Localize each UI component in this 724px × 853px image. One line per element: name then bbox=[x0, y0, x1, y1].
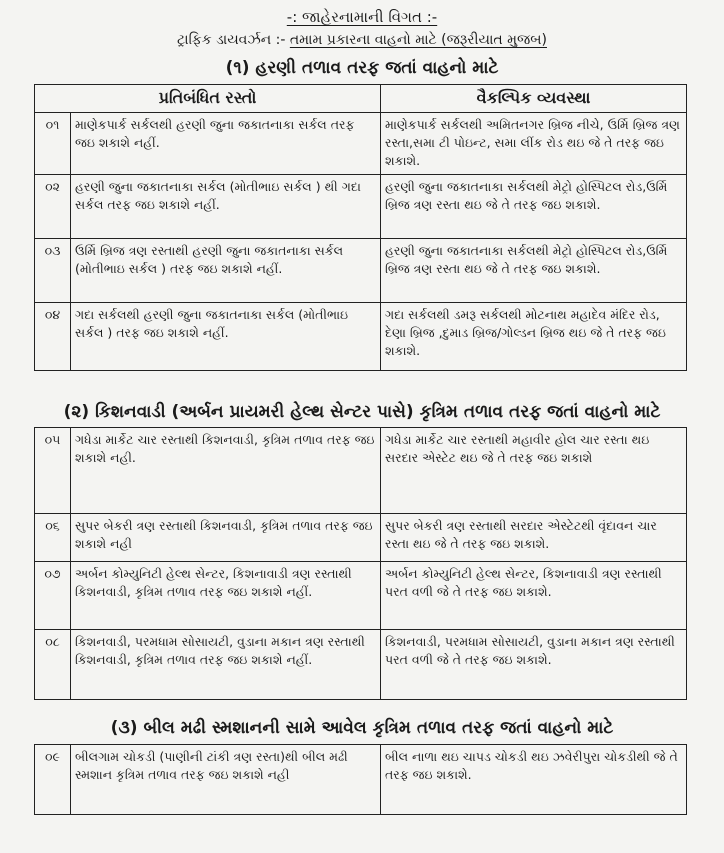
table-row bbox=[35, 303, 687, 371]
restricted-route: સુપર બેકરી ત્રણ રસ્તાથી કિશનવાડી, કૃત્રિમ તળાવ તરફ જઇ શકાશે નહી bbox=[71, 514, 381, 562]
table-row bbox=[35, 514, 687, 562]
row-number: ૦૮ bbox=[35, 630, 71, 700]
alternative-route: અર્બન કોમ્યુનિટી હેલ્થ સેન્ટર, કિશનાવાડી ત્રણ રસ્તાથી પરત વળી જે તે તરફ જઇ શકાશે. bbox=[381, 562, 687, 630]
row-number: ૦૪ bbox=[35, 303, 71, 371]
row-number: ૦૬ bbox=[35, 514, 71, 562]
alternative-route: માણેકપાર્ક સર્કલથી અમિતનગર બ્રિજ નીચે, ઉર્મિ બ્રિજ ત્રણ રસ્તા,સમા ટી પોઇન્ટ, સમા લીંક રોડ થઇ જે તે તરફ જઇ શકાશે. bbox=[381, 113, 687, 175]
alternative-route: કિશનવાડી, પરમધામ સોસાયટી, વુડાના મકાન ત્રણ રસ્તાથી પરત વળી જે તે તરફ જઇ શકાશે. bbox=[381, 630, 687, 700]
section-1-table bbox=[34, 84, 687, 371]
table-row bbox=[35, 113, 687, 175]
row-number: ૦૯ bbox=[35, 745, 71, 815]
section-2-table bbox=[34, 427, 687, 700]
row-number: ૦૨ bbox=[35, 175, 71, 239]
notice-subtitle bbox=[0, 32, 724, 48]
subtitle-text: તમામ પ્રકારના વાહનો માટે (જરૂરીયાત મુજબ) bbox=[289, 32, 547, 48]
restricted-route: ગદા સર્કલથી હરણી જુના જકાતનાકા સર્કલ (મોતીભાઇ સર્કલ ) તરફ જઇ શકાશે નહીં. bbox=[71, 303, 381, 371]
section-2-heading: (૨) કિશનવાડી (અર્બન પ્રાયમરી હેલ્થ સેન્ટર પાસે) કૃત્રિમ તળાવ તરફ જતાં વાહનો માટે bbox=[63, 402, 661, 422]
row-number: ૦૩ bbox=[35, 239, 71, 303]
row-number: ૦૧ bbox=[35, 113, 71, 175]
restricted-route: અર્બન કોમ્યુનિટી હેલ્થ સેન્ટર, કિશનાવાડી ત્રણ રસ્તાથી કિશનવાડી, કૃત્રિમ તળાવ તરફ જઇ શકાશે નહીં. bbox=[71, 562, 381, 630]
alternative-route: ગદા સર્કલથી ડમરૂ સર્કલથી મોટનાથ મહાદેવ મંદિર રોડ, દેણા બ્રિજ ,દુમાડ બ્રિજ/ગોલ્ડન બ્રિજ થઇ જે તે તરફ જઇ શકાશે. bbox=[381, 303, 687, 371]
subtitle-label: ટ્રાફિક ડાયવર્ઝન :- bbox=[177, 32, 286, 48]
notice-title: -: જાહેરનામાની વિગત :- bbox=[286, 8, 438, 26]
table-row bbox=[35, 239, 687, 303]
restricted-route: માણેકપાર્ક સર્કલથી હરણી જુના જકાતનાકા સર્કલ તરફ જઇ શકાશે નહીં. bbox=[71, 113, 381, 175]
table-row bbox=[35, 175, 687, 239]
alternative-route: સુપર બેકરી ત્રણ રસ્તાથી સરદાર એસ્ટેટથી વૃંદાવન ચાર રસ્તા થઇ જે તે તરફ જઇ શકાશે. bbox=[381, 514, 687, 562]
header-alternative: વૈકલ્પિક વ્યવસ્થા bbox=[381, 85, 687, 113]
alternative-route: બીલ નાળા થઇ ચાપડ ચોકડી થઇ ઝવેરીપુરા ચોકડીથી જે તે તરફ જઇ શકાશે. bbox=[381, 745, 687, 815]
restricted-route: ઉર્મિ બ્રિજ ત્રણ રસ્તાથી હરણી જુના જકાતનાકા સર્કલ (મોતીભાઇ સર્કલ ) તરફ જઇ શકાશે નહીં. bbox=[71, 239, 381, 303]
table-row bbox=[35, 428, 687, 514]
table-row bbox=[35, 630, 687, 700]
table-row bbox=[35, 562, 687, 630]
header-restricted: પ્રતિબંધિત રસ્તો bbox=[35, 85, 381, 113]
section-1-heading: (૧) હરણી તળાવ તરફ જતાં વાહનો માટે bbox=[225, 58, 499, 78]
row-number: ૦૫ bbox=[35, 428, 71, 514]
row-number: ૦૭ bbox=[35, 562, 71, 630]
alternative-route: હરણી જુના જકાતનાકા સર્કલથી મેટ્રો હોસ્પિટલ રોડ,ઉર્મિ બ્રિજ ત્રણ રસ્તા થઇ જે તે તરફ જઇ શકાશે. bbox=[381, 239, 687, 303]
alternative-route: હરણી જુના જકાતનાકા સર્કલથી મેટ્રો હોસ્પિટલ રોડ,ઉર્મિ બ્રિજ ત્રણ રસ્તા થઇ જે તે તરફ જઇ શકાશે. bbox=[381, 175, 687, 239]
table-row bbox=[35, 745, 687, 815]
restricted-route: હરણી જુના જકાતનાકા સર્કલ (મોતીભાઇ સર્કલ ) થી ગદા સર્કલ તરફ જઇ શકાશે નહીં. bbox=[71, 175, 381, 239]
section-3-table bbox=[34, 744, 687, 815]
restricted-route: બીલગામ ચોકડી (પાણીની ટાંકી ત્રણ રસ્તા)થી બીલ મઢી સ્મશાન કૃત્રિમ તળાવ તરફ જઇ શકાશે નહી bbox=[71, 745, 381, 815]
table-header-row bbox=[35, 85, 687, 113]
restricted-route: ગધેડા માર્કેટ ચાર રસ્તાથી કિશનવાડી, કૃત્રિમ તળાવ તરફ જઇ શકાશે નહી. bbox=[71, 428, 381, 514]
restricted-route: કિશનવાડી, પરમધામ સોસાયટી, વુડાના મકાન ત્રણ રસ્તાથી કિશનવાડી, કૃત્રિમ તળાવ તરફ જઇ શકાશે નહીં. bbox=[71, 630, 381, 700]
alternative-route: ગધેડા માર્કેટ ચાર રસ્તાથી મહાવીર હોલ ચાર રસ્તા થઇ સરદાર એસ્ટેટ થઇ જે તે તરફ જઇ શકાશે bbox=[381, 428, 687, 514]
section-3-heading: (૩) બીલ મઢી સ્મશાનની સામે આવેલ કૃત્રિમ તળાવ તરફ જતાં વાહનો માટે bbox=[110, 718, 614, 738]
